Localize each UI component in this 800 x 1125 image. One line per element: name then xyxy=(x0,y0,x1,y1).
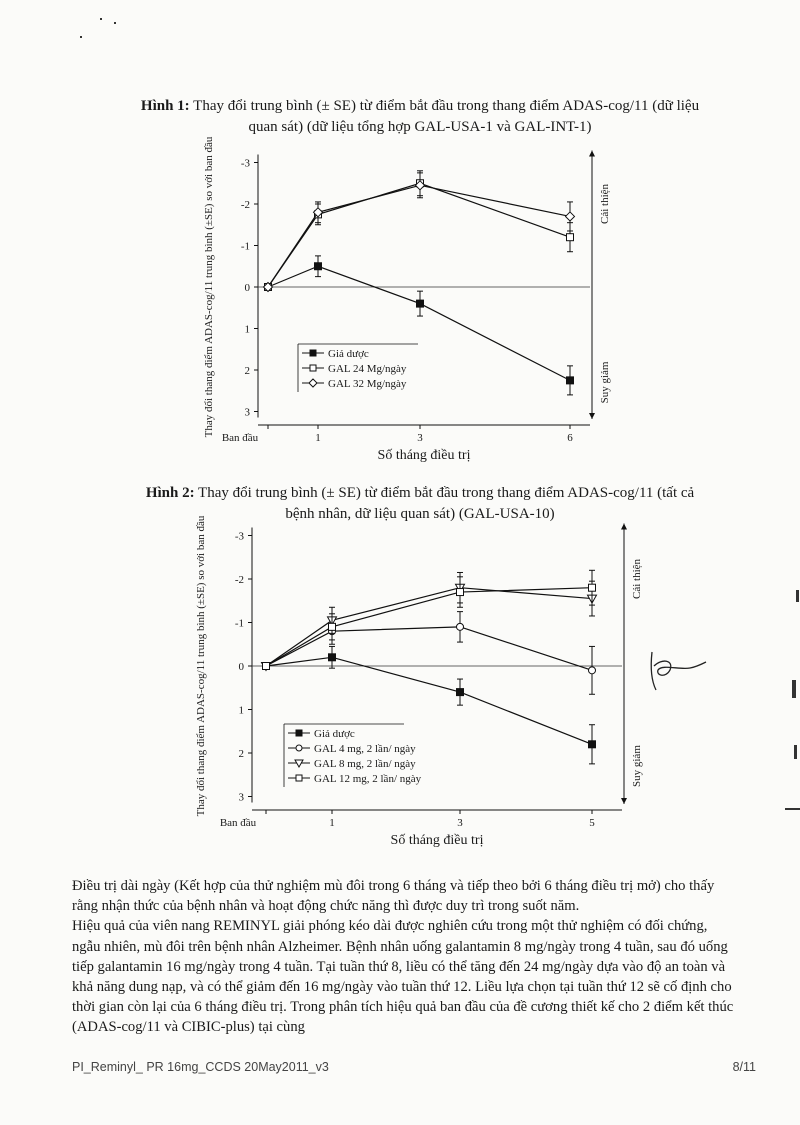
figure-2-chart xyxy=(190,515,643,860)
data-point xyxy=(589,741,596,748)
x-tick-label: Ban đầu xyxy=(221,432,259,444)
scan-speck xyxy=(796,590,799,602)
legend-marker xyxy=(310,350,316,356)
y-axis-title: Thay đổi thang điểm ADAS-cog/11 trung bình (±SE) so với ban đầu xyxy=(203,136,215,438)
scan-speck xyxy=(785,808,800,810)
scan-speck xyxy=(100,18,102,20)
legend-marker xyxy=(296,730,302,736)
x-tick-label: 6 xyxy=(567,432,573,444)
scan-speck xyxy=(114,22,116,24)
data-point xyxy=(457,589,464,596)
y-tick-label: 3 xyxy=(244,406,250,419)
y-tick-label: 0 xyxy=(244,282,250,294)
figure-1-chart xyxy=(190,136,630,470)
improvement-label: Cải thiện xyxy=(599,183,611,225)
x-tick-label: 1 xyxy=(329,817,335,829)
data-point xyxy=(329,654,336,661)
x-axis-title: Số tháng điều trị xyxy=(390,833,484,848)
legend-label: GAL 8 mg, 2 lần/ ngày xyxy=(314,758,416,770)
arrow-down-icon xyxy=(589,413,595,419)
footer-document-id: PI_Reminyl_ PR 16mg_CCDS 20May2011_v3 xyxy=(72,1060,329,1074)
y-tick-label: -3 xyxy=(240,157,250,170)
y-tick-label: -1 xyxy=(234,617,244,630)
data-point xyxy=(315,263,322,270)
x-tick-label: 3 xyxy=(457,817,463,829)
legend-label: Giả dược xyxy=(328,348,369,360)
figure-2-caption-line2: bệnh nhân, dữ liệu quan sát) (GAL-USA-10) xyxy=(285,506,555,522)
page-footer xyxy=(72,1060,756,1074)
arrow-up-icon xyxy=(621,524,627,530)
y-tick-label: -1 xyxy=(240,240,250,253)
arrow-down-icon xyxy=(621,798,627,804)
scan-speck xyxy=(80,36,82,38)
data-point xyxy=(567,377,574,384)
arrow-up-icon xyxy=(589,151,595,157)
series-line xyxy=(268,183,570,287)
legend-marker xyxy=(309,379,317,387)
scan-speck xyxy=(792,680,796,698)
x-tick-label: 5 xyxy=(589,817,595,829)
data-point xyxy=(457,623,464,630)
legend-marker xyxy=(296,775,302,781)
data-point xyxy=(417,300,424,307)
y-tick-label: -3 xyxy=(234,530,244,543)
y-tick-label: 3 xyxy=(238,791,244,804)
x-tick-label: Ban đầu xyxy=(219,817,257,829)
y-tick-label: 1 xyxy=(238,704,244,717)
data-point xyxy=(589,584,596,591)
series-line xyxy=(266,627,592,671)
series-line xyxy=(268,266,570,380)
series-line xyxy=(268,185,570,287)
data-point xyxy=(589,667,596,674)
figure-2-label: Hình 2: xyxy=(145,485,195,501)
figure-1-label: Hình 1: xyxy=(140,98,190,114)
body-text xyxy=(72,876,736,1038)
figure-2-caption-line1: Thay đổi trung bình (± SE) từ điểm bắt đầu trong thang điểm ADAS-cog/11 (tất cả xyxy=(194,485,695,501)
data-point xyxy=(566,212,575,221)
x-tick-label: 3 xyxy=(417,432,423,444)
legend-label: GAL 12 mg, 2 lần/ ngày xyxy=(314,773,422,785)
y-tick-label: 0 xyxy=(238,661,244,673)
y-tick-label: 2 xyxy=(244,365,250,377)
legend-marker xyxy=(296,745,302,751)
body-paragraph-1: Điều trị dài ngày (Kết hợp của thử nghiệm mù đôi trong 6 tháng và tiếp theo bởi 6 tháng điều trị mở) cho thấy rằng nhận thức của bệnh nhân và hoạt động chức năng thì được duy trì trong suốt năm. xyxy=(72,878,715,915)
signature-mark-icon xyxy=(640,640,710,700)
scan-speck xyxy=(794,745,797,759)
y-axis-title: Thay đổi thang điểm ADAS-cog/11 trung bình (±SE) so với ban đầu xyxy=(195,515,207,817)
legend-marker xyxy=(310,365,316,371)
data-point xyxy=(567,234,574,241)
figure-1-caption xyxy=(100,96,740,138)
legend-label: GAL 4 mg, 2 lần/ ngày xyxy=(314,743,416,755)
legend-label: GAL 32 Mg/ngày xyxy=(328,378,407,390)
legend-label: GAL 24 Mg/ngày xyxy=(328,363,407,375)
x-tick-label: 1 xyxy=(315,432,321,444)
data-point xyxy=(263,663,270,670)
data-point xyxy=(329,623,336,630)
y-tick-label: -2 xyxy=(234,574,244,586)
improvement-label: Cải thiện xyxy=(631,558,643,600)
decline-label: Suy giảm xyxy=(599,361,611,404)
figure-1-caption-line2: quan sát) (dữ liệu tổng hợp GAL-USA-1 và GAL-INT-1) xyxy=(248,119,592,135)
legend-label: Giả dược xyxy=(314,728,355,740)
data-point xyxy=(457,689,464,696)
footer-page-number: 8/11 xyxy=(732,1060,756,1074)
y-tick-label: 1 xyxy=(244,323,250,336)
body-paragraph-2: Hiệu quả của viên nang REMINYL giải phóng kéo dài được nghiên cứu trong một thử nghiệm có đối chứng, ngẫu nhiên, mù đôi trên bệnh nhân Alzheimer. Bệnh nhân uống galantamin 8 mg/ngày trong 4 tuần, sau đó uống tiếp galantamin 16 mg/ngày trong 4 tuần. Tại tuần thứ 8, liều có thể tăng đến 24 mg/ngày dựa vào độ an toàn và khả năng dung nạp, và có thể giảm đến 16 mg/ngày vào tuần thứ 12. Liều lựa chọn tại tuần thứ 12 sẽ cố định cho thời gian còn lại của 6 tháng điều trị. Trong phân tích hiệu quả ban đầu của đề cương thiết kế cho 2 điểm kết thúc (ADAS-cog/11 và CIBIC-plus) tại cùng xyxy=(72,918,734,1036)
x-axis-title: Số tháng điều trị xyxy=(377,448,471,463)
y-tick-label: 2 xyxy=(238,748,244,760)
decline-label: Suy giảm xyxy=(631,745,643,787)
figure-1-caption-line1: Thay đổi trung bình (± SE) từ điểm bắt đầu trong thang điểm ADAS-cog/11 (dữ liệu xyxy=(189,98,700,114)
y-tick-label: -2 xyxy=(240,199,250,211)
